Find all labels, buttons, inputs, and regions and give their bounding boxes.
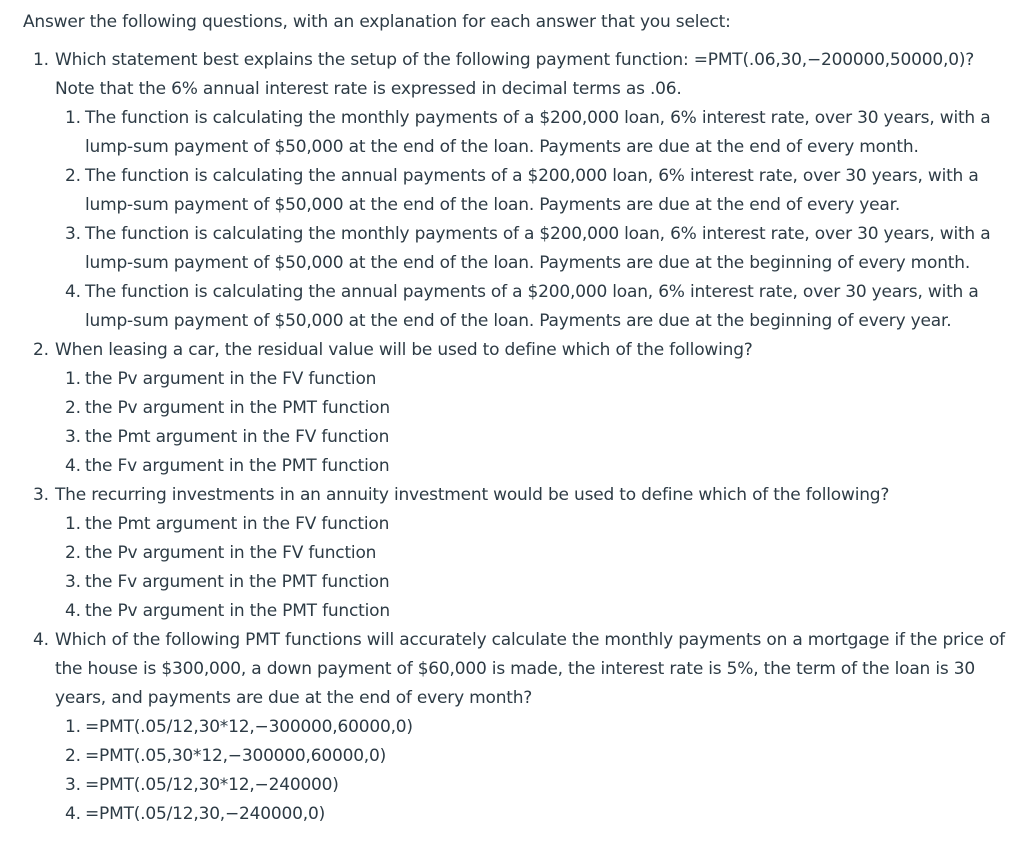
option-number: 2. xyxy=(65,543,81,563)
option-number: 3. xyxy=(65,572,81,592)
option-number: 1. xyxy=(65,369,81,389)
answer-options xyxy=(55,713,1008,829)
option-3 xyxy=(55,568,1008,597)
option-text: the Fv argument in the PMT function xyxy=(85,572,390,592)
answer-options xyxy=(55,365,1008,481)
option-2 xyxy=(55,162,1008,220)
option-1 xyxy=(55,510,1008,539)
instructions-text: Answer the following questions, with an explanation for each answer that you select: xyxy=(23,12,731,32)
question-number: 2. xyxy=(33,340,49,360)
option-4 xyxy=(55,800,1008,829)
option-number: 4. xyxy=(65,282,81,302)
option-1 xyxy=(55,365,1008,394)
question-text: When leasing a car, the residual value will be used to define which of the following? xyxy=(55,340,753,360)
option-4 xyxy=(55,452,1008,481)
option-1 xyxy=(55,104,1008,162)
option-4 xyxy=(55,597,1008,626)
question-3 xyxy=(23,481,1008,626)
option-number: 1. xyxy=(65,514,81,534)
option-text: the Pv argument in the PMT function xyxy=(85,398,390,418)
option-text: The function is calculating the monthly payments of a $200,000 loan, 6% interest rate, over 30 years, with a lump-sum payment of $50,000 at the end of the loan. Payments are due at the beginning of every month. xyxy=(85,224,991,273)
option-number: 2. xyxy=(65,398,81,418)
option-3 xyxy=(55,771,1008,800)
question-text: Which of the following PMT functions will accurately calculate the monthly payments on a mortgage if the price of the house is $300,000, a down payment of $60,000 is made, the interest rate is 5%, the term of the loan is 30 years, and payments are due at the end of every month? xyxy=(55,630,1005,708)
option-2 xyxy=(55,539,1008,568)
option-number: 3. xyxy=(65,775,81,795)
option-2 xyxy=(55,742,1008,771)
question-1 xyxy=(23,46,1008,336)
option-number: 4. xyxy=(65,601,81,621)
option-text: the Pv argument in the PMT function xyxy=(85,601,390,621)
option-text: The function is calculating the monthly payments of a $200,000 loan, 6% interest rate, over 30 years, with a lump-sum payment of $50,000 at the end of the loan. Payments are due at the end of every month. xyxy=(85,108,991,157)
option-text: the Pv argument in the FV function xyxy=(85,369,377,389)
option-text: =PMT(.05/12,30,−240000,0) xyxy=(85,804,326,824)
option-number: 3. xyxy=(65,224,81,244)
option-number: 2. xyxy=(65,166,81,186)
question-number: 3. xyxy=(33,485,49,505)
option-number: 1. xyxy=(65,717,81,737)
option-text: the Fv argument in the PMT function xyxy=(85,456,390,476)
question-2 xyxy=(23,336,1008,481)
question-text: Which statement best explains the setup of the following payment function: =PMT(.06,30,−200000,50000,0)? Note that the 6% annual interest rate is expressed in decimal terms as .06. xyxy=(55,50,975,99)
option-text: the Pmt argument in the FV function xyxy=(85,427,390,447)
option-number: 4. xyxy=(65,456,81,476)
option-text: =PMT(.05/12,30*12,−240000) xyxy=(85,775,339,795)
option-text: The function is calculating the annual payments of a $200,000 loan, 6% interest rate, over 30 years, with a lump-sum payment of $50,000 at the end of the loan. Payments are due at the beginning of every year. xyxy=(85,282,979,331)
answer-options xyxy=(55,510,1008,626)
question-number: 4. xyxy=(33,630,49,650)
option-3 xyxy=(55,423,1008,452)
option-text: The function is calculating the annual payments of a $200,000 loan, 6% interest rate, over 30 years, with a lump-sum payment of $50,000 at the end of the loan. Payments are due at the end of every year. xyxy=(85,166,979,215)
option-4 xyxy=(55,278,1008,336)
question-list xyxy=(23,46,1008,829)
question-number: 1. xyxy=(33,50,49,70)
option-text: =PMT(.05/12,30*12,−300000,60000,0) xyxy=(85,717,413,737)
option-2 xyxy=(55,394,1008,423)
option-number: 3. xyxy=(65,427,81,447)
question-document xyxy=(23,8,1008,829)
option-text: the Pmt argument in the FV function xyxy=(85,514,390,534)
option-number: 2. xyxy=(65,746,81,766)
option-number: 1. xyxy=(65,108,81,128)
question-text: The recurring investments in an annuity investment would be used to define which of the following? xyxy=(55,485,890,505)
option-text: =PMT(.05,30*12,−300000,60000,0) xyxy=(85,746,387,766)
option-text: the Pv argument in the FV function xyxy=(85,543,377,563)
option-1 xyxy=(55,713,1008,742)
question-4 xyxy=(23,626,1008,829)
option-number: 4. xyxy=(65,804,81,824)
answer-options xyxy=(55,104,1008,336)
option-3 xyxy=(55,220,1008,278)
